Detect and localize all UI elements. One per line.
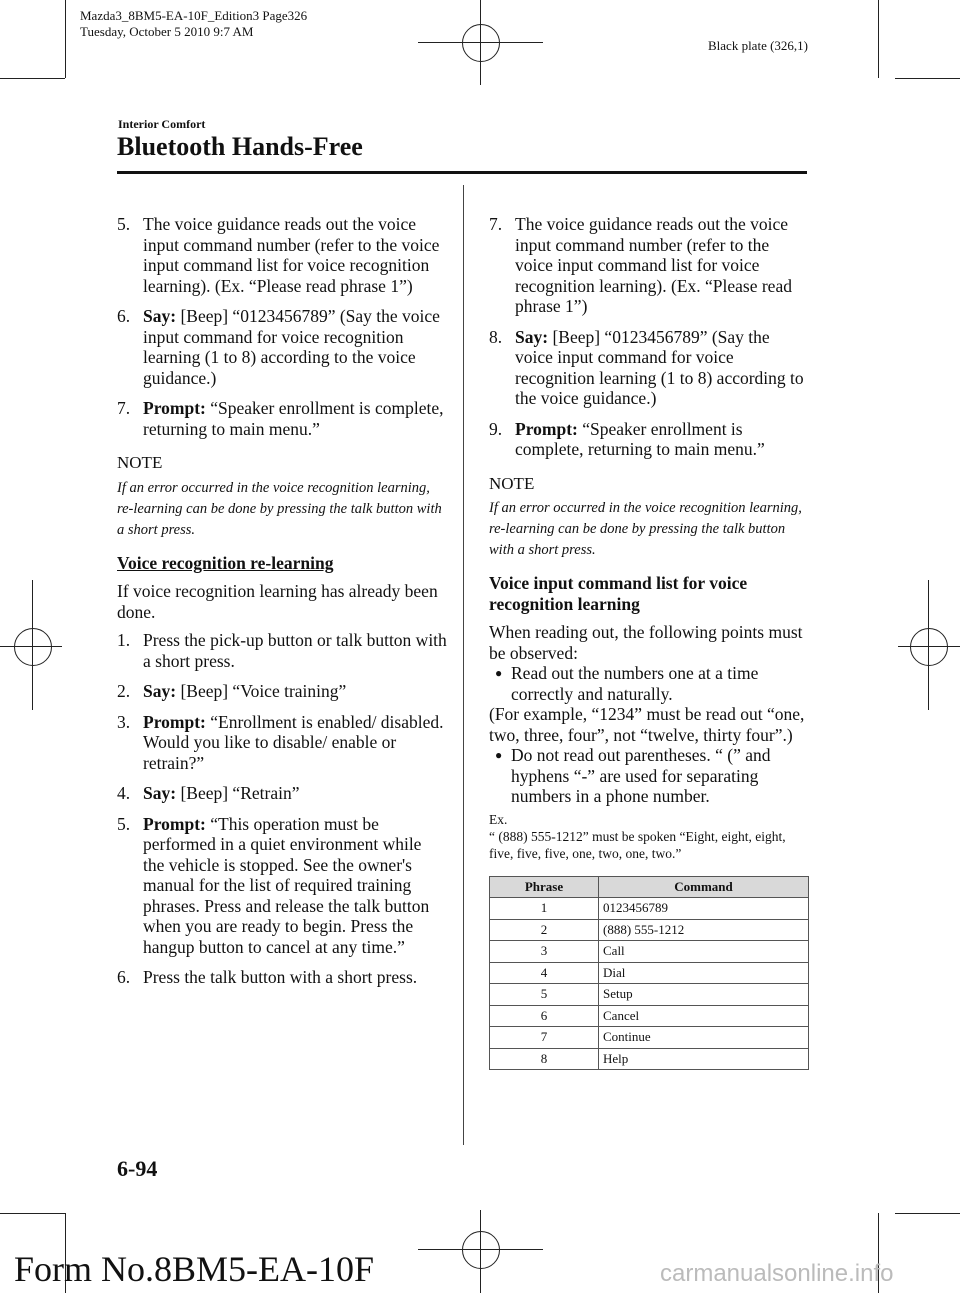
phrase-cell: 5 [490, 984, 599, 1006]
step-text: [Beep] “0123456789” (Say the voice input command for voice recognition learning (1 to 8) according to the voice guidance.) [143, 306, 440, 388]
step-number: 7. [117, 398, 131, 418]
step-item [117, 967, 447, 988]
table-row [490, 1048, 809, 1070]
registration-mark-circle [462, 24, 500, 62]
crop-mark [0, 1213, 65, 1214]
step-text: [Beep] “0123456789” (Say the voice input command for voice recognition learning (1 to 8) according to the voice guidance.) [515, 326, 804, 408]
step-text: [Beep] “Voice training” [176, 681, 347, 701]
crop-mark [895, 78, 960, 79]
step-number: 2. [117, 681, 131, 701]
registration-mark-circle [910, 628, 948, 666]
command-cell: 0123456789 [599, 898, 809, 920]
watermark-link[interactable]: carmanualsonline.info [660, 1260, 894, 1287]
table-row [490, 898, 809, 920]
step-item [117, 306, 447, 388]
step-label: Say: [515, 326, 549, 347]
step-text: Press the pick-up button or talk button with a short press. [143, 630, 447, 671]
phrase-cell: 1 [490, 898, 599, 920]
registration-mark-circle [14, 628, 52, 666]
form-number: Form No.8BM5-EA-10F [14, 1249, 375, 1289]
step-number: 6. [117, 306, 131, 326]
section-tag: Interior Comfort [118, 117, 206, 131]
step-label: Prompt: [143, 711, 206, 732]
phrase-cell: 3 [490, 941, 599, 963]
example-text: (For example, “1234” must be read out “one, two, three, four”, not “twelve, thirty four”.) [489, 704, 805, 745]
step-label: Prompt: [143, 398, 206, 418]
step-item [117, 398, 447, 439]
step-text: “This operation must be performed in a quiet environment while the vehicle is stopped. See the owner's manual for the list of required training phrases. Press and release the talk button when you are ready to begin. Press the hangup button to cancel at any time.” [143, 813, 430, 957]
step-number: 4. [117, 783, 131, 803]
phrase-cell: 6 [490, 1005, 599, 1027]
left-column [117, 214, 447, 998]
step-item [117, 783, 447, 804]
step-item [117, 681, 447, 702]
page-title: Bluetooth Hands-Free [117, 132, 363, 161]
step-label: Say: [143, 681, 177, 701]
phrase-cell: 4 [490, 962, 599, 984]
command-cell: Call [599, 941, 809, 963]
phrase-cell: 8 [490, 1048, 599, 1070]
step-number: 7. [489, 214, 503, 234]
step-label: Prompt: [515, 418, 578, 439]
step-text: “Enrollment is enabled/ disabled. Would you like to disable/ enable or retrain?” [143, 711, 444, 773]
step-item [117, 814, 447, 958]
header-command: Command [599, 876, 809, 898]
table-row [490, 919, 809, 941]
step-item [489, 327, 809, 409]
command-cell: Setup [599, 984, 809, 1006]
step-label: Say: [143, 783, 177, 803]
example-spoken: “ (888) 555-1212” must be spoken “Eight, eight, eight, five, five, five, one, two, one, two.” [489, 828, 786, 861]
step-number: 8. [489, 326, 503, 347]
registration-mark-circle [462, 1231, 500, 1269]
step-number: 5. [117, 214, 131, 234]
bullet-item [489, 663, 809, 704]
note-text: If an error occurred in the voice recognition learning, re-learning can be done by pressing the talk button with a short press. [489, 500, 802, 558]
step-text: [Beep] “Retrain” [176, 783, 300, 803]
step-item [117, 630, 447, 671]
print-header-file: Mazda3_8BM5-EA-10F_Edition3 Page326 [80, 8, 308, 23]
table-header-row [490, 876, 809, 898]
step-number: 5. [117, 813, 131, 834]
crop-mark [895, 1213, 960, 1214]
step-number: 9. [489, 418, 503, 439]
command-cell: Continue [599, 1027, 809, 1049]
right-column [489, 214, 809, 1070]
table-row [490, 962, 809, 984]
bullet-text: Do not read out parentheses. “ (” and hyphens “-” are used for separating numbers in a phone number. [511, 745, 771, 806]
step-item [117, 214, 447, 296]
page-number: 6-94 [117, 1156, 158, 1181]
command-cell: Dial [599, 962, 809, 984]
column-divider [463, 185, 464, 1145]
step-number: 1. [117, 630, 131, 650]
subheading-relearning: Voice recognition re-learning [117, 552, 334, 573]
note-text: If an error occurred in the voice recognition learning, re-learning can be done by pressing the talk button with a short press. [117, 479, 442, 538]
step-text: “Speaker enrollment is complete, returning to main menu.” [143, 398, 444, 439]
crop-mark [0, 78, 65, 79]
command-cell: (888) 555-1212 [599, 919, 809, 941]
table-row [490, 1027, 809, 1049]
example-label: Ex. [489, 811, 508, 827]
step-number: 3. [117, 711, 131, 732]
command-table [489, 876, 809, 1071]
step-text: “Speaker enrollment is complete, returning to main menu.” [515, 418, 765, 459]
bullet-text: Read out the numbers one at a time correctly and naturally. [511, 663, 759, 704]
intro-text: When reading out, the following points must be observed: [489, 622, 803, 663]
title-rule [117, 171, 807, 174]
bullet-item [489, 745, 809, 807]
step-label: Say: [143, 306, 177, 326]
bullet-icon: ● [495, 748, 503, 762]
intro-text: If voice recognition learning has already been done. [117, 581, 438, 622]
note-heading: NOTE [117, 453, 163, 472]
step-label: Prompt: [143, 813, 206, 834]
crop-mark [65, 0, 66, 78]
crop-mark [878, 0, 879, 78]
note-heading: NOTE [489, 473, 535, 493]
table-row [490, 941, 809, 963]
command-cell: Help [599, 1048, 809, 1070]
phrase-cell: 2 [490, 919, 599, 941]
step-number: 6. [117, 967, 131, 987]
subheading-command-list: Voice input command list for voice recognition learning [489, 573, 748, 614]
bullet-icon: ● [495, 666, 503, 680]
step-item [117, 712, 447, 774]
print-header-date: Tuesday, October 5 2010 9:7 AM [80, 24, 254, 39]
step-item [489, 419, 809, 460]
step-item [489, 214, 809, 317]
header-phrase: Phrase [490, 876, 599, 898]
step-text: The voice guidance reads out the voice input command number (refer to the voice input command list for voice recognition learning). (Ex. “Please read phrase 1”) [143, 214, 440, 296]
step-text: Press the talk button with a short press. [143, 967, 418, 987]
command-cell: Cancel [599, 1005, 809, 1027]
phrase-cell: 7 [490, 1027, 599, 1049]
print-header-plate: Black plate (326,1) [708, 38, 808, 53]
table-row [490, 1005, 809, 1027]
step-text: The voice guidance reads out the voice input command number (refer to the voice input command list for voice recognition learning). (Ex. “Please read phrase 1”) [515, 214, 792, 316]
table-row [490, 984, 809, 1006]
